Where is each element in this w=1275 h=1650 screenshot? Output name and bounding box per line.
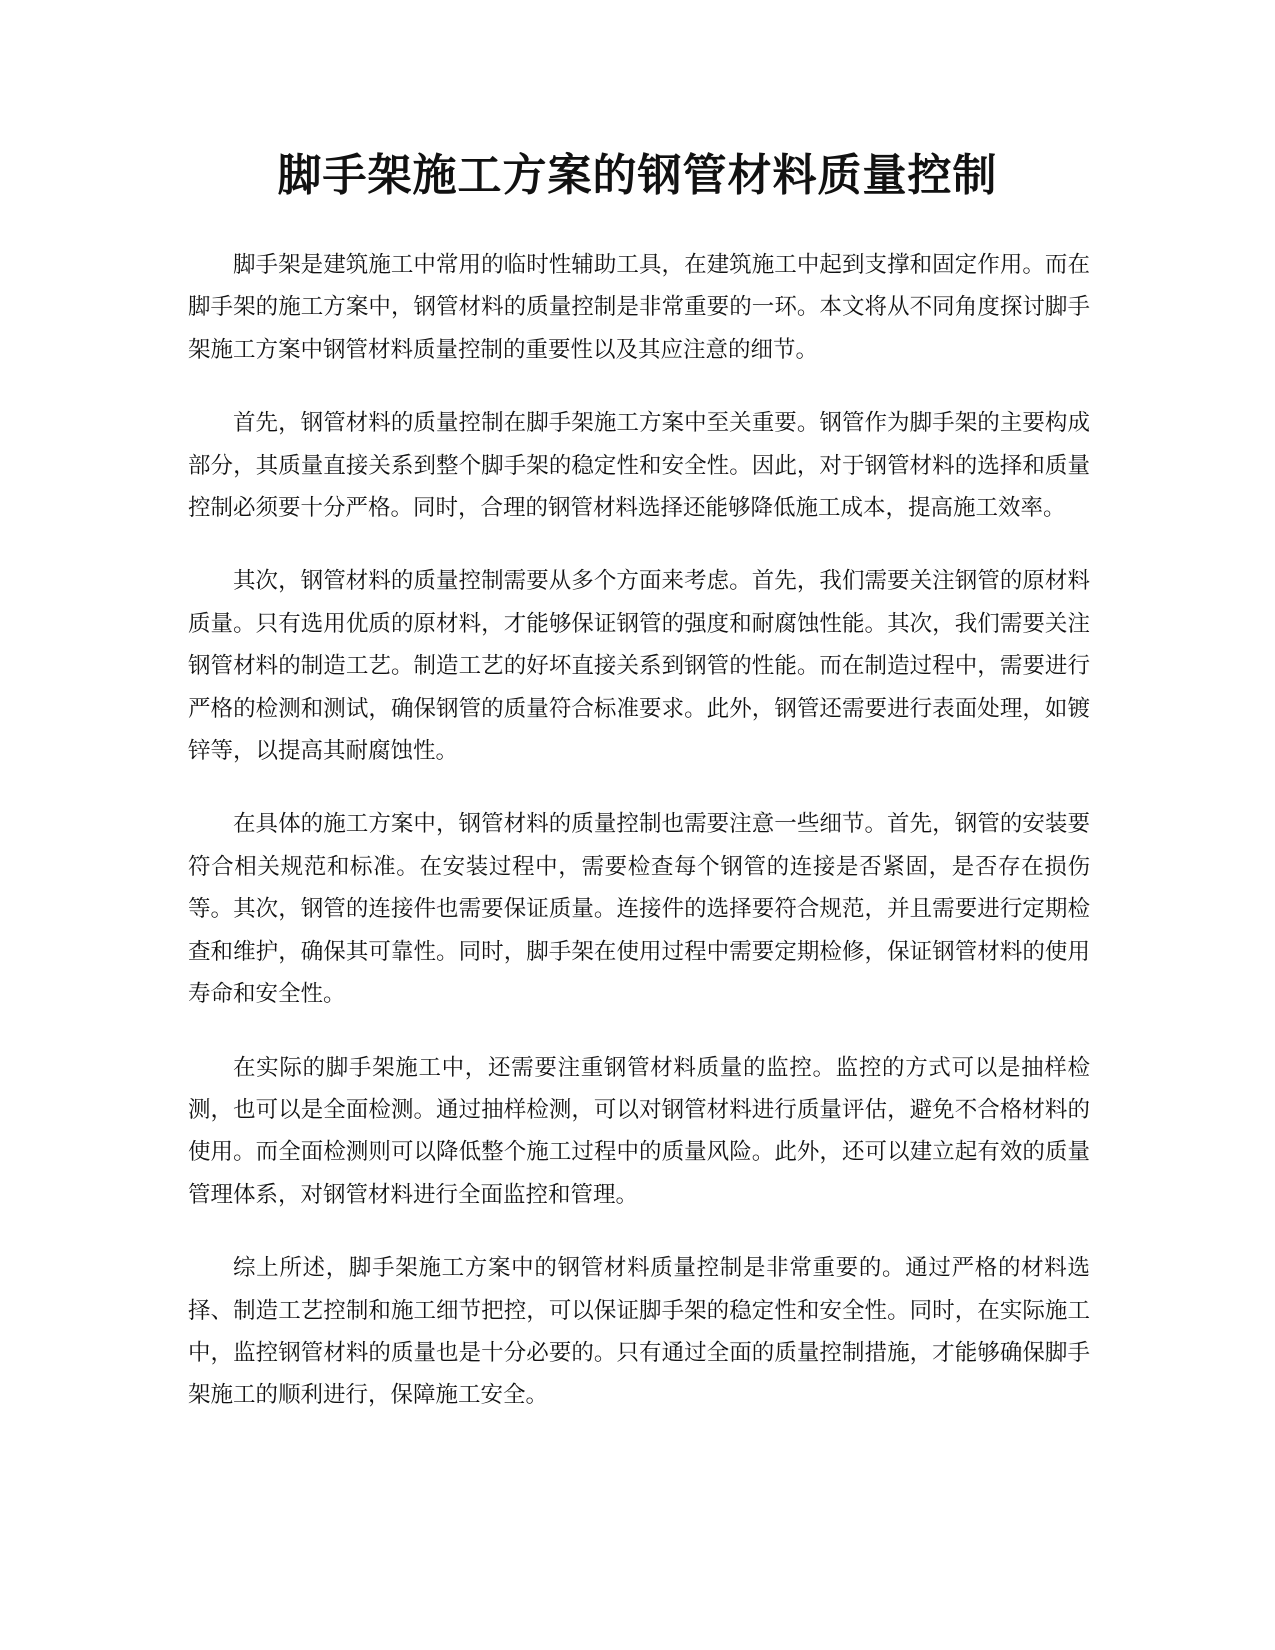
paragraph-details: 在具体的施工方案中，钢管材料的质量控制也需要注意一些细节。首先，钢管的安装要符合相关规范和标准。在安装过程中，需要检查每个钢管的连接是否紧固，是否存在损伤等。其次，钢管的连接件也需要保证质量。连接件的选择要符合规范，并且需要进行定期检查和维护，确保其可靠性。同时，脚手架在使用过程中需要定期检修，保证钢管材料的使用寿命和安全性。 <box>188 811 1090 1008</box>
paragraph-conclusion: 综上所述，脚手架施工方案中的钢管材料质量控制是非常重要的。通过严格的材料选择、制造工艺控制和施工细节把控，可以保证脚手架的稳定性和安全性。同时，在实际施工中，监控钢管材料的质量也是十分必要的。只有通过全面的质量控制措施，才能够确保脚手架施工的顺利进行，保障施工安全。 <box>188 1255 1090 1409</box>
document-title: 脚手架施工方案的钢管材料质量控制 <box>277 150 998 201</box>
paragraph-aspects: 其次，钢管材料的质量控制需要从多个方面来考虑。首先，我们需要关注钢管的原材料质量。只有选用优质的原材料，才能够保证钢管的强度和耐腐蚀性能。其次，我们需要关注钢管材料的制造工艺。制造工艺的好坏直接关系到钢管的性能。而在制造过程中，需要进行严格的检测和测试，确保钢管的质量符合标准要求。此外，钢管还需要进行表面处理，如镀锌等，以提高其耐腐蚀性。 <box>188 568 1090 765</box>
paragraph-intro: 脚手架是建筑施工中常用的临时性辅助工具，在建筑施工中起到支撑和固定作用。而在脚手架的施工方案中，钢管材料的质量控制是非常重要的一环。本文将从不同角度探讨脚手架施工方案中钢管材料质量控制的重要性以及其应注意的细节。 <box>188 252 1090 363</box>
document-body <box>188 244 1090 1448</box>
paragraph-importance: 首先，钢管材料的质量控制在脚手架施工方案中至关重要。钢管作为脚手架的主要构成部分，其质量直接关系到整个脚手架的稳定性和安全性。因此，对于钢管材料的选择和质量控制必须要十分严格。同时，合理的钢管材料选择还能够降低施工成本，提高施工效率。 <box>188 410 1090 522</box>
paragraph-monitoring: 在实际的脚手架施工中，还需要注重钢管材料质量的监控。监控的方式可以是抽样检测，也可以是全面检测。通过抽样检测，可以对钢管材料进行质量评估，避免不合格材料的使用。而全面检测则可以降低整个施工过程中的质量风险。此外，还可以建立起有效的质量管理体系，对钢管材料进行全面监控和管理。 <box>188 1054 1090 1208</box>
